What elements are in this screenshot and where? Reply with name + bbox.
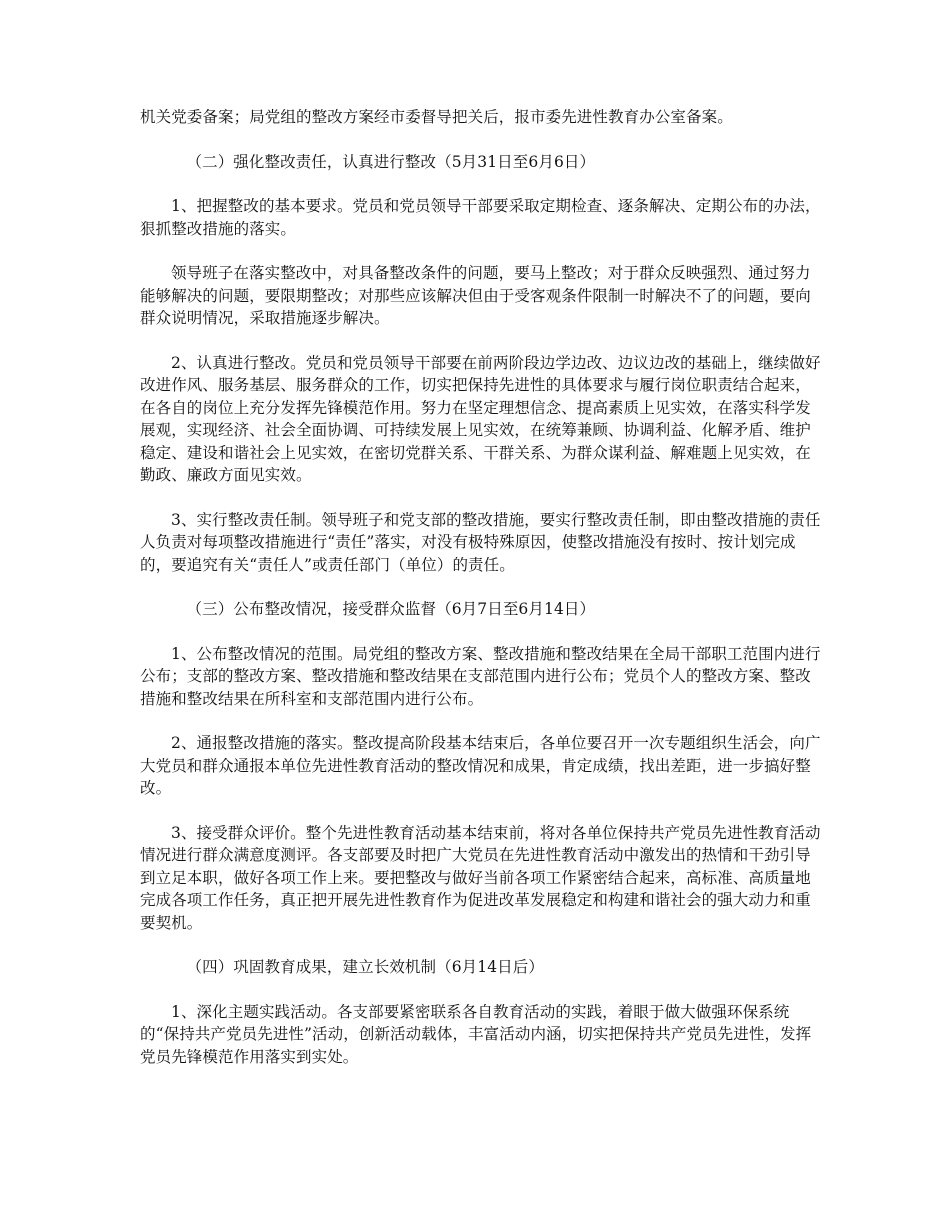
section-heading-2: （二）强化整改责任，认真进行整改（5月31日至6月6日） — [186, 152, 596, 171]
paragraph: 1、公布整改情况的范围。局党组的整改方案、整改措施和整改结果在全局干部职工范围内进行公布；支部的整改方案、整改措施和整改结果在支部范围内进行公布；党员个人的整改方案、整改措施和整改结果在所科室和支部范围内进行公布。 — [140, 644, 821, 708]
paragraph: 2、通报整改措施的落实。整改提高阶段基本结束后，各单位要召开一次专题组织生活会，向广大党员和群众通报本单位先进性教育活动的整改情况和成果，肯定成绩，找出差距，进一步搞好整改。 — [140, 734, 821, 797]
section-heading-3: （三）公布整改情况，接受群众监督（6月7日至6月14日） — [186, 600, 596, 618]
section-heading-4: （四）巩固教育成果，建立长效机制（6月14日后） — [186, 958, 544, 976]
document-body — [140, 106, 824, 1090]
paragraph-continuation: 机关党委备案；局党组的整改方案经市委督导把关后，报市委先进性教育办公室备案。 — [140, 108, 733, 126]
paragraph: 领导班子在落实整改中，对具备整改条件的问题，要马上整改；对于群众反映强烈、通过努力能够解决的问题，要限期整改；对那些应该解决但由于受客观条件限制一时解决不了的问题，要向群众说明情况，采取措施逐步解决。 — [140, 264, 811, 327]
paragraph: 1、把握整改的基本要求。党员和党员领导干部要采取定期检查、逐条解决、定期公布的办法，狠抓整改措施的落实。 — [140, 197, 821, 238]
paragraph: 2、认真进行整改。党员和党员领导干部要在前两阶段边学边改、边议边改的基础上，继续做好改进作风、服务基层、服务群众的工作，切实把保持先进性的具体要求与履行岗位职责结合起来，在各自的岗位上充分发挥先锋模范作用。努力在坚定理想信念、提高素质上见实效，在落实科学发展观，实现经济、社会全面协调、可持续发展上见实效，在统筹兼顾、协调利益、化解矛盾、维护稳定、建设和谐社会上见实效，在密切党群关系、干群关系、为群众谋利益、解难题上见实效，在勤政、廉政方面见实效。 — [140, 353, 821, 484]
paragraph: 1、深化主题实践活动。各支部要紧密联系各自教育活动的实践，着眼于做大做强环保系统的“保持共产党员先进性”活动，创新活动载体，丰富活动内涵，切实把保持共产党员先进性，发挥党员先锋模范作用落实到实处。 — [140, 1002, 812, 1066]
paragraph: 3、接受群众评价。整个先进性教育活动基本结束前，将对各单位保持共产党员先进性教育活动情况进行群众满意度测评。各支部要及时把广大党员在先进性教育活动中激发出的热情和干劲引导到立足本职，做好各项工作上来。要把整改与做好当前各项工作紧密结合起来，高标准、高质量地完成各项工作任务，真正把开展先进性教育作为促进改革发展稳定和构建和谐社会的强大动力和重要契机。 — [140, 823, 821, 932]
paragraph: 3、实行整改责任制。领导班子和党支部的整改措施，要实行整改责任制，即由整改措施的责任人负责对每项整改措施进行“责任”落实，对没有极特殊原因，使整改措施没有按时、按计划完成的，要追究有关“责任人”或责任部门（单位）的责任。 — [140, 510, 821, 574]
